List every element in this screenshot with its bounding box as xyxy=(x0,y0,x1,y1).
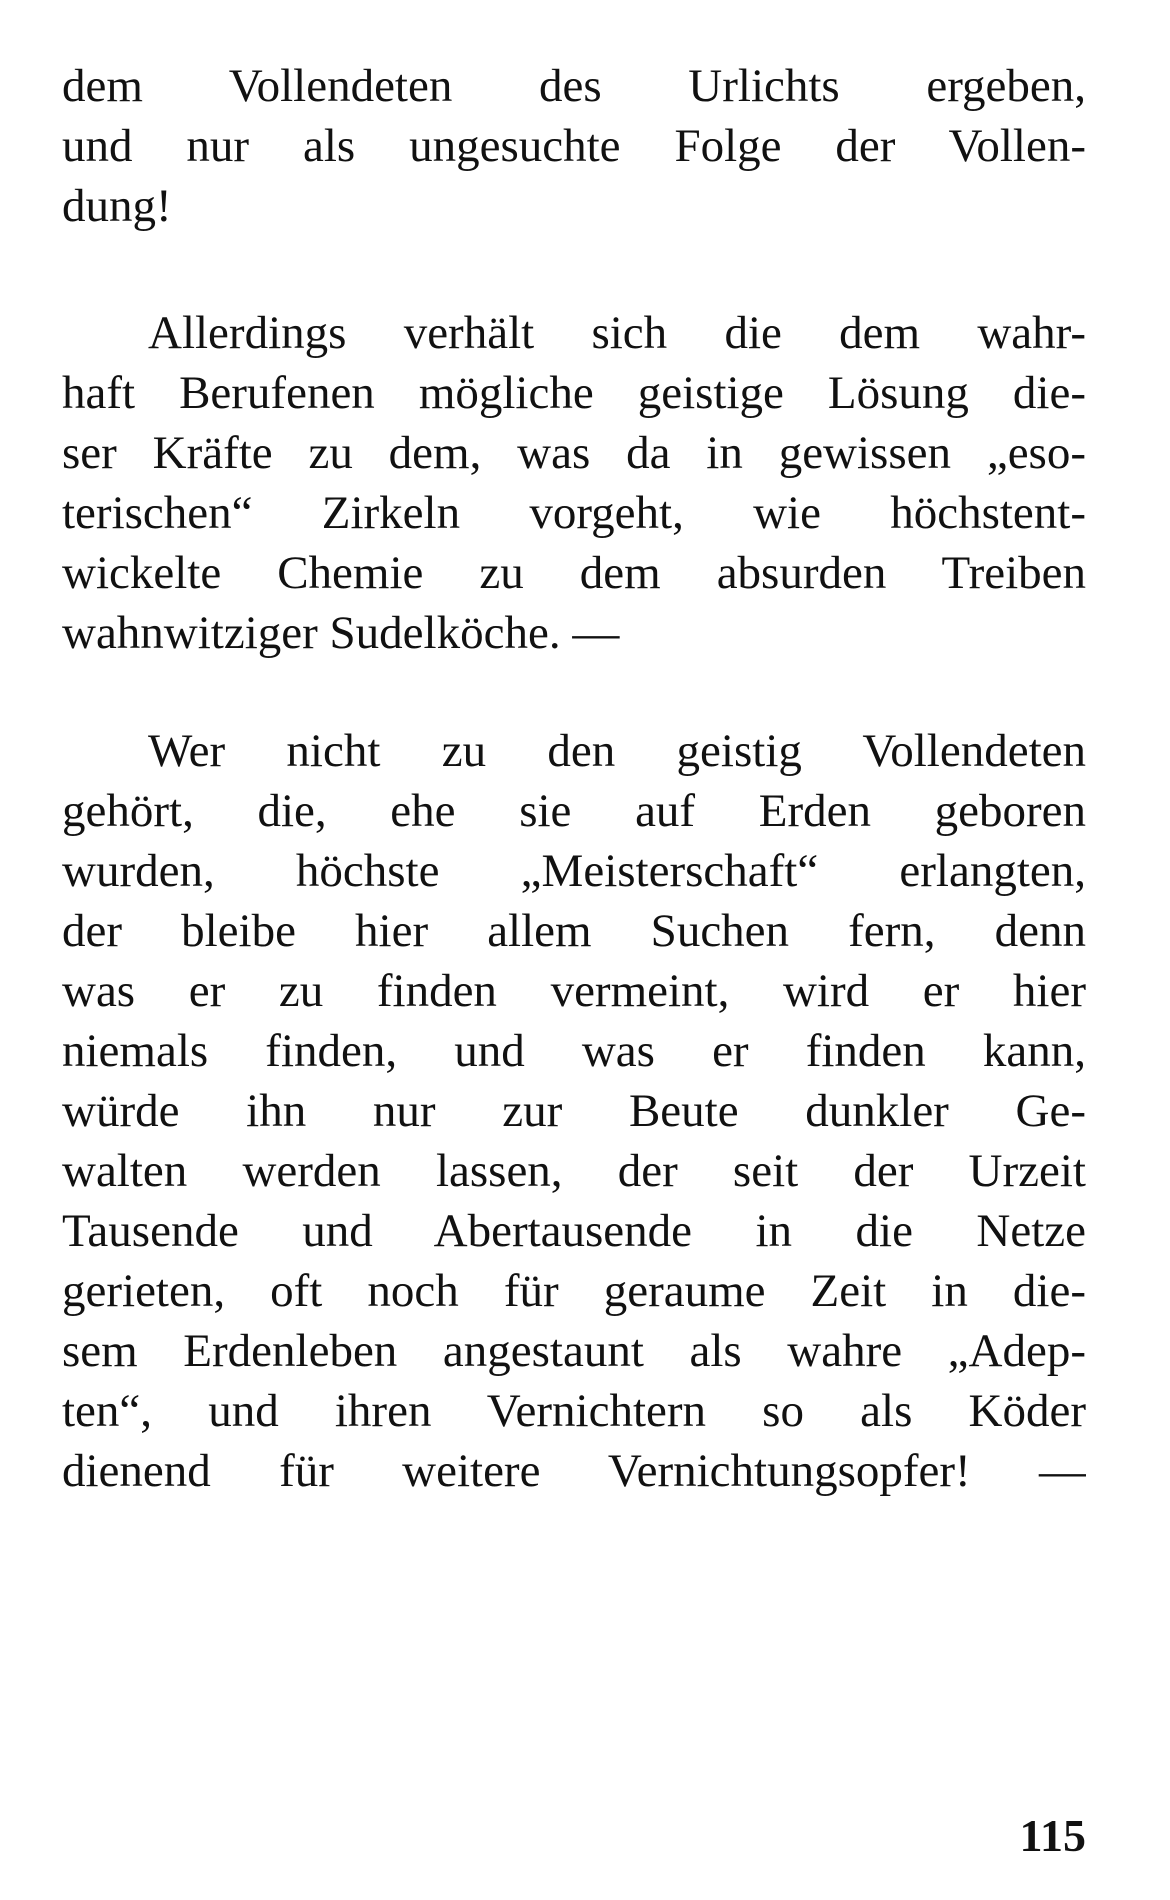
book-page xyxy=(62,56,1086,1861)
text-line: würde ihn nur zur Beute dunkler Ge- xyxy=(62,1085,1086,1137)
text-line: niemals finden, und was er finden kann, xyxy=(62,1025,1086,1077)
text-line: was er zu finden vermeint, wird er hier xyxy=(62,965,1086,1017)
text-line: wickelte Chemie zu dem absurden Treiben xyxy=(62,547,1086,599)
page-number: 115 xyxy=(1019,1810,1086,1861)
text-line: dienend für weitere Vernichtungsopfer! — xyxy=(62,1445,1086,1497)
text-line: dem Vollendeten des Urlichts ergeben, xyxy=(62,60,1086,112)
text-line: wahnwitziger Sudelköche. — xyxy=(62,607,620,659)
text-line: terischen“ Zirkeln vorgeht, wie höchstent- xyxy=(62,487,1086,539)
text-line: ten“, und ihren Vernichtern so als Köder xyxy=(62,1385,1086,1437)
text-line: sem Erdenleben angestaunt als wahre „Adep- xyxy=(62,1325,1086,1377)
text-line: wurden, höchste „Meisterschaft“ erlangten, xyxy=(62,845,1086,897)
text-line: und nur als ungesuchte Folge der Vollen- xyxy=(62,120,1086,172)
text-line: dung! xyxy=(62,180,172,232)
text-line: walten werden lassen, der seit der Urzeit xyxy=(62,1145,1086,1197)
text-line: gehört, die, ehe sie auf Erden geboren xyxy=(62,785,1086,837)
text-line: Allerdings verhält sich die dem wahr- xyxy=(148,307,1086,359)
text-line: der bleibe hier allem Suchen fern, denn xyxy=(62,905,1086,957)
text-line: Tausende und Abertausende in die Netze xyxy=(62,1205,1086,1257)
text-line: Wer nicht zu den geistig Vollendeten xyxy=(148,725,1086,777)
text-line: gerieten, oft noch für geraume Zeit in die- xyxy=(62,1265,1086,1317)
text-line: haft Berufenen mögliche geistige Lösung die- xyxy=(62,367,1086,419)
text-line: ser Kräfte zu dem, was da in gewissen „eso- xyxy=(62,427,1086,479)
